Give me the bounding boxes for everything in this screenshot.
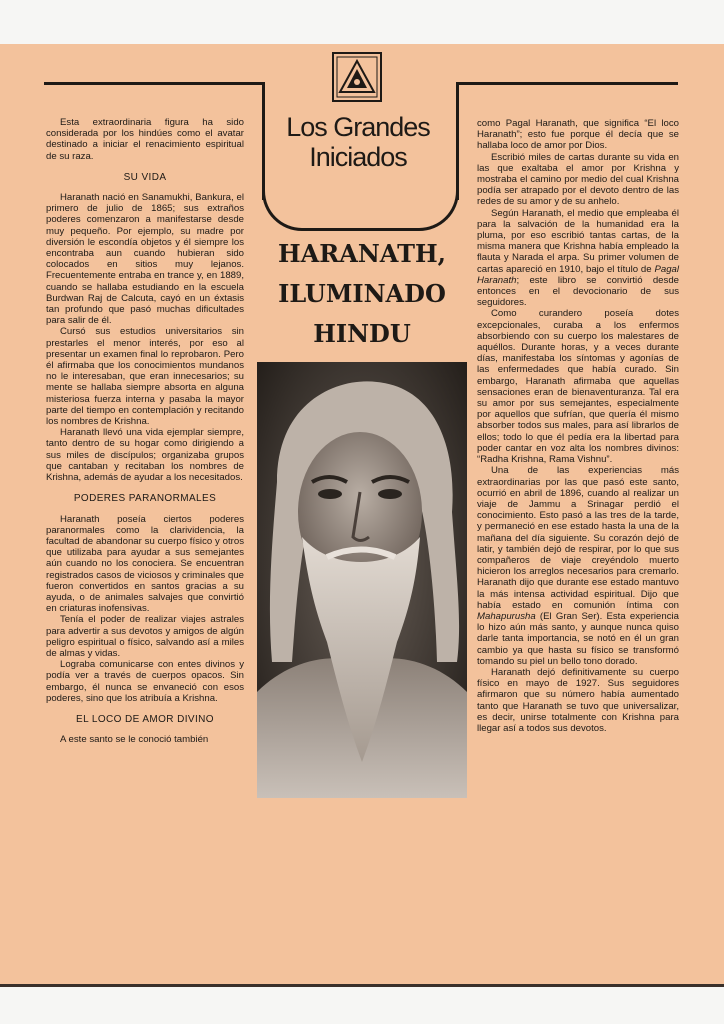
article-headline bbox=[262, 234, 462, 354]
body-paragraph: Haranath dejó definitivamente su cuerpo físico en mayo de 1927. Sus seguidores afirmaron que su número había aumentado tanto que Haranath se tuvo que universalizar, es decir, unirse totalmente con Krishna para llegar así a todos sus devotos. bbox=[477, 666, 679, 734]
triangle-emblem-icon bbox=[332, 52, 382, 102]
series-title-line2: Iniciados bbox=[309, 142, 407, 172]
headline-line3: HINDU bbox=[313, 319, 411, 348]
series-title bbox=[268, 112, 448, 172]
text-run: ; este libro se convirtió desde entonces en el devocionario de sus seguidores. bbox=[477, 274, 679, 309]
right-column bbox=[477, 118, 679, 734]
headline-line2: ILUMINADO bbox=[278, 279, 446, 308]
body-paragraph: Haranath nació en Sanamukhi, Bankura, el primero de julio de 1865; sus extraños poderes comenzaron a manifestarse desde muy pequeño. Por ejemplo, su madre por diversión le escondía objetos y él siempre los encontraba aun cuando hubieran sido colocados en sitios muy lejanos. Frecuentemente entraba en trance y, en 1889, cuando se hallaba estudiando en la escuela Burdwan Raj de Calcuta, cayó en un éxtasis tan profundo que pasó muchas dificultades para salir de él. bbox=[46, 192, 244, 327]
body-paragraph: Haranath llevó una vida ejemplar siempre, tanto dentro de su hogar como dirigiendo a sus miles de discípulos; organizaba grupos que cantaban y recitaban los nombres de Krishna, además de ayudar a los necesitados. bbox=[46, 427, 244, 484]
body-paragraph: Tenía el poder de realizar viajes astrales para advertir a sus devotos y amigos de algún peligro espiritual o físico, salvando así a miles de almas y vidas. bbox=[46, 614, 244, 659]
body-paragraph: Como curandero poseía dotes excepcionales, curaba a los enfermos absorbiendo con su cuerpo los malestares de aquéllos. Durante horas, y a veces durante días, manifestaba los síntomas y agonías de las enfermedades que había curado. Sin embargo, Haranath afirmaba que aquellas sensaciones eran de bienaventuranza. Tal era su amor por sus semejantes, especialmente por aquellos que sufrían, que quería él mismo absorber todos sus males, para así librarlos de ellos; todo lo que él pedía era la libertad para poder cantar en voz alta los nombres divinos: “Radha Krishna, Rama Vishnu”. bbox=[477, 308, 679, 466]
term: Mahapurusha bbox=[477, 610, 536, 622]
body-paragraph bbox=[477, 208, 679, 309]
body-paragraph: Lograba comunicarse con entes divinos y podía ver a través de cuerpos opacos. Sin embargo, él nunca se envaneció con esos poderes, sino que los atribuía a Krishna. bbox=[46, 659, 244, 704]
section-heading-poderes: PODERES PARANORMALES bbox=[73, 493, 217, 505]
book-title: Pagal Haranath bbox=[477, 263, 679, 286]
section-heading-su-vida: SU VIDA bbox=[123, 171, 167, 183]
section-heading-loco: EL LOCO DE AMOR DIVINO bbox=[76, 713, 214, 725]
series-title-line1: Los Grandes bbox=[286, 112, 430, 142]
intro-paragraph: Esta extraordinaria figura ha sido considerada por los hindúes como el avatar destinado a iniciar el renacimiento espiritual de su raza. bbox=[46, 117, 244, 162]
text-run: Una de las experiencias más extraordinarias por las que pasó este santo, ocurrió en abril de 1896, cuando al realizar un viaje de Jammu a Srinagar perdió el conocimiento. Esto pasó a las tres de la tarde, y permaneció en ese estado hasta la una de la mañana del día siguiente. Su corazón dejó de latir, y también dejó de respirar, por lo que sus compañeros de viaje creyéndolo muerto hicieron los arreglos necesarios para cremarlo. Haranath dijo que durante ese estado mantuvo la más intensa actividad espiritual. Dijo que había estado en comunión íntima con bbox=[477, 465, 679, 611]
body-paragraph: Escribió miles de cartas durante su vida en las que exaltaba el amor por Krishna y mostraba el camino por medio del cual Krishna podía ser atrapado por el devoto dentro de las redes de su amor y de su anhelo. bbox=[477, 151, 679, 208]
frame-rule-right bbox=[458, 82, 678, 85]
left-column bbox=[46, 117, 244, 745]
body-paragraph: Haranath poseía ciertos poderes paranormales como la clarividencia, la facultad de abandonar su cuerpo físico y otros que utilizaba para ayudar a sus semejantes aún cuando no los conociera. Se encuentran registrados casos de viciosos y criminales que fueron convertidos en santos gracias a su ayuda, o de animales salvajes que convirtió en criaturas inofensivas. bbox=[46, 513, 244, 615]
page-edge bbox=[0, 984, 724, 987]
frame-rule-left bbox=[44, 82, 264, 85]
body-paragraph: Cursó sus estudios universitarios sin prestarles el menor interés, por eso al presentar un examen final lo reprobaron. Pero él afirmaba que los conocimientos mundanos no le interesaban, que eran innecesarios; su mente se hallaba siempre absorta en alguna misteriosa fuerza interna y pasaba la mayor parte del tiempo en contemplación y recitando los nombres de Krishna. bbox=[46, 326, 244, 428]
body-paragraph: A este santo se le conoció también bbox=[60, 734, 209, 746]
body-paragraph: como Pagal Haranath, que significa “El loco Haranath”; esto fue porque él decía que se hallaba loco de amor por Dios. bbox=[477, 118, 679, 152]
text-run: Según Haranath, el medio que empleaba él para la salvación de la humanidad era la pluma, por eso escribió tantas cartas, de la misma manera que Krishna había empleado la flauta y Narada el arpa. Su primer volumen de cartas apareció en 1910, bajo el título de bbox=[477, 207, 679, 275]
portrait-photo bbox=[257, 362, 467, 798]
body-paragraph bbox=[477, 465, 679, 667]
text-run: (El Gran Ser). Esta experiencia lo hizo aún más santo, y aunque nunca quiso darle tanta importancia, se notó en él un gran cambio ya que hasta su físico se transformó tomando su piel un bello tono dorado. bbox=[477, 610, 679, 667]
headline-line1: HARANATH, bbox=[278, 239, 446, 268]
